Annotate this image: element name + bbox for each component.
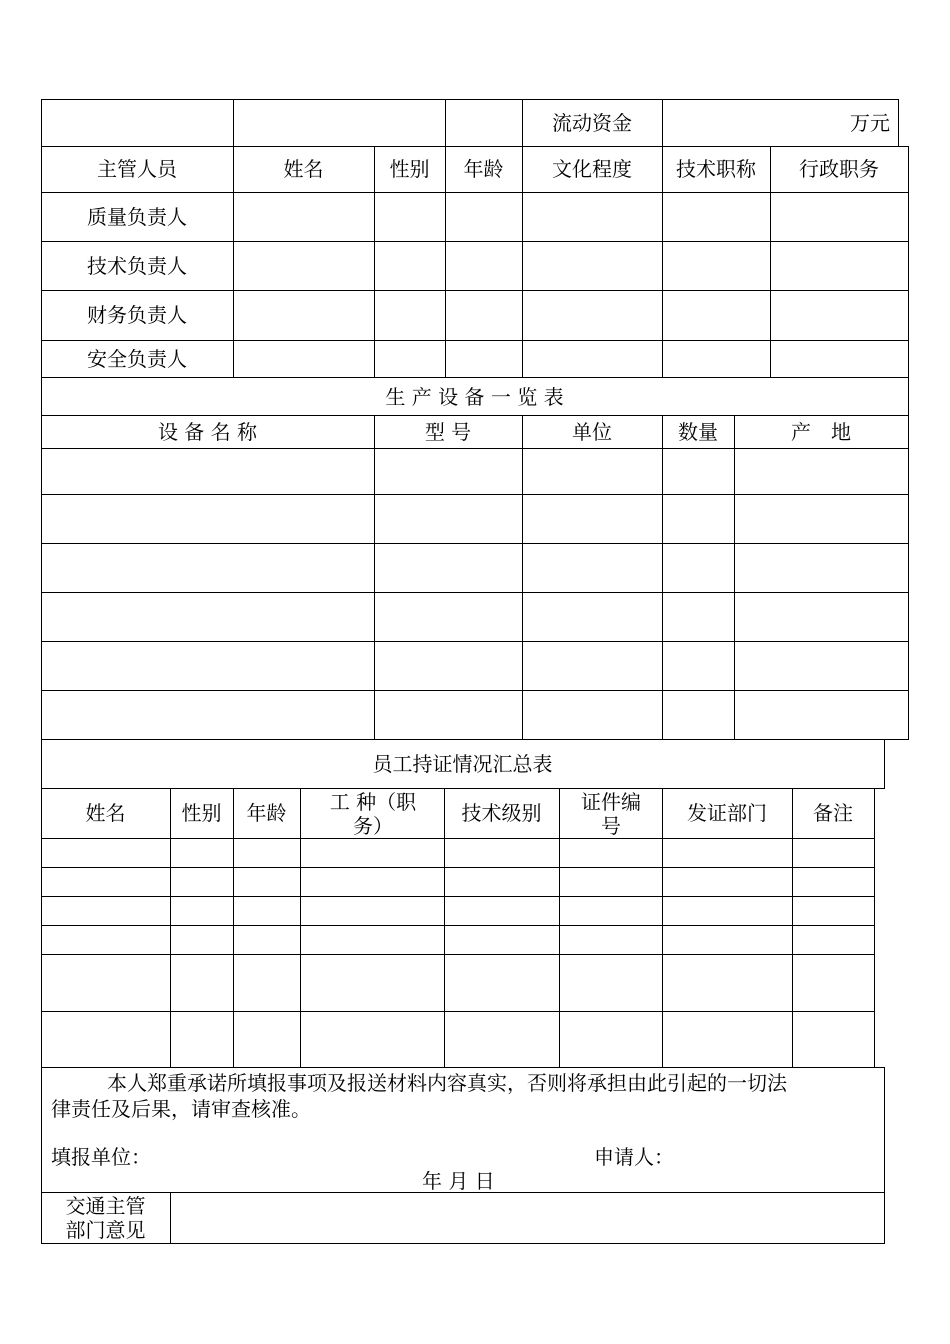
header-staff-name: 姓名	[85, 801, 126, 825]
header-age: 年龄	[463, 157, 504, 181]
rule	[41, 1243, 885, 1244]
filing-unit-label: 填报单位：	[51, 1145, 151, 1169]
row-safety-manager: 安全负责人	[87, 347, 187, 371]
rule	[908, 146, 909, 740]
rule	[41, 788, 884, 789]
header-cert-number: 证件编号	[581, 790, 641, 838]
rule	[41, 192, 908, 193]
rule	[792, 788, 793, 1067]
rule	[41, 290, 908, 291]
rule	[734, 415, 735, 740]
header-staff-gender: 性别	[181, 801, 222, 825]
rule	[522, 415, 523, 740]
header-education: 文化程度	[552, 157, 632, 181]
rule	[874, 788, 875, 1067]
rule	[41, 690, 908, 691]
rule	[662, 788, 663, 1067]
rule	[41, 1011, 874, 1012]
date-label: 年 月 日	[422, 1169, 495, 1193]
rule	[662, 415, 663, 740]
rule	[559, 788, 560, 1067]
header-equipment-name: 设 备 名 称	[157, 420, 258, 444]
rule	[41, 867, 874, 868]
staff-title: 员工持证情况汇总表	[372, 752, 553, 776]
rule	[41, 340, 908, 341]
header-staff-age: 年龄	[246, 801, 287, 825]
declaration-line-1: 本人郑重承诺所填报事项及报送材料内容真实，否则将承担由此引起的一切法	[107, 1071, 787, 1095]
rule	[444, 788, 445, 1067]
liquid-capital-label: 流动资金	[552, 111, 632, 135]
rule	[41, 954, 874, 955]
rule	[41, 838, 874, 839]
rule	[41, 739, 908, 740]
rule	[41, 241, 908, 242]
rule	[41, 377, 908, 378]
rule	[41, 592, 908, 593]
declaration-line-2: 律责任及后果，请审查核准。	[51, 1097, 311, 1121]
applicant-label: 申请人：	[594, 1145, 674, 1169]
rule	[233, 788, 234, 1067]
header-admin-post: 行政职务	[799, 157, 879, 181]
rule	[374, 415, 375, 740]
header-origin: 产 地	[791, 420, 851, 444]
liquid-capital-unit: 万元	[850, 111, 890, 135]
header-model: 型 号	[424, 420, 472, 444]
rule	[233, 99, 234, 377]
rule	[41, 146, 908, 147]
row-finance-manager: 财务负责人	[87, 303, 187, 327]
row-tech-manager: 技术负责人	[87, 254, 187, 278]
rule	[41, 415, 908, 416]
header-quantity: 数量	[678, 420, 718, 444]
rule	[884, 1067, 885, 1244]
header-issuing-dept: 发证部门	[687, 801, 767, 825]
opinion-label-line-2: 部门意见	[65, 1218, 146, 1242]
opinion-label-line-1: 交通主管	[65, 1194, 146, 1218]
header-gender: 性别	[389, 157, 430, 181]
rule	[300, 788, 301, 1067]
header-job-type: 工 种（职务）	[329, 790, 417, 838]
rule	[170, 1192, 171, 1244]
rule	[445, 99, 446, 146]
row-quality-manager: 质量负责人	[87, 205, 187, 229]
rule	[170, 788, 171, 1067]
header-tech-title: 技术职称	[676, 157, 756, 181]
rule	[898, 99, 899, 146]
header-unit: 单位	[572, 420, 612, 444]
rule	[884, 739, 885, 789]
header-skill-level: 技术级别	[461, 801, 542, 825]
header-name: 姓名	[283, 157, 324, 181]
rule	[41, 99, 899, 100]
equipment-title: 生 产 设 备 一 览 表	[385, 385, 564, 409]
header-remarks: 备注	[813, 801, 853, 825]
rule	[41, 925, 874, 926]
rule	[41, 641, 908, 642]
header-manager: 主管人员	[97, 157, 177, 181]
rule	[41, 739, 42, 1068]
rule	[41, 543, 908, 544]
rule	[41, 1067, 884, 1068]
rule	[41, 896, 874, 897]
rule	[41, 494, 908, 495]
rule	[41, 448, 908, 449]
